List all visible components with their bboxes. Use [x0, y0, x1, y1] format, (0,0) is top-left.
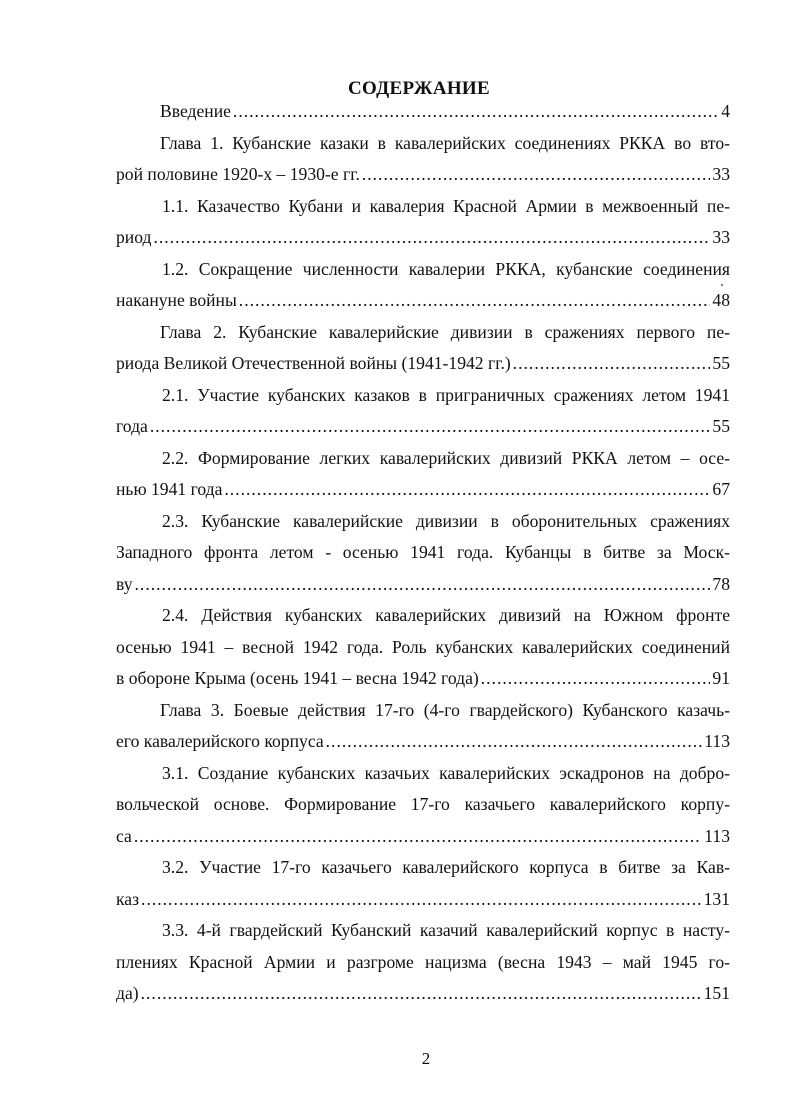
toc-entry-text: риода Великой Отечественной войны (1941-1942 гг.): [116, 353, 511, 373]
toc-page-number: 78: [712, 573, 730, 594]
toc-line: осенью 1941 – весной 1942 года. Роль кубанских кавалерийских соединений: [116, 636, 730, 657]
toc-line: Глава 1. Кубанские казаки в кавалерийских соединениях РККА во вто-: [160, 132, 730, 153]
dot-leader: [513, 348, 711, 380]
toc-line-last: [116, 411, 730, 443]
toc-entry-text: рой половине 1920-х – 1930-е гг.: [116, 164, 360, 184]
toc-entry[interactable]: [116, 600, 730, 695]
dot-leader: [362, 159, 711, 191]
toc-entry-text: каз: [116, 888, 140, 909]
toc-line-last: [116, 726, 730, 758]
dot-leader: [239, 285, 711, 317]
toc-line-last: [116, 222, 730, 254]
toc-page-number: 55: [712, 416, 730, 436]
dot-leader: [141, 978, 702, 1010]
toc-entry[interactable]: [116, 915, 730, 1010]
dot-leader: [233, 96, 719, 128]
dot-leader: [134, 821, 702, 853]
toc-entry[interactable]: [116, 443, 730, 506]
toc-line: плениях Красной Армии и разгроме нацизма (весна 1943 – май 1945 го-: [116, 951, 730, 972]
toc-page-number: 67: [712, 479, 730, 499]
toc-page-number: 91: [712, 668, 730, 688]
toc-line: Западного фронта летом - осенью 1941 года. Кубанцы в битве за Моск-: [116, 542, 730, 562]
toc-line: 2.4. Действия кубанских кавалерийских дивизий на Южном фронте: [162, 605, 730, 625]
toc-line: 2.2. Формирование легких кавалерийских дивизий РККА летом – осе-: [162, 447, 730, 468]
toc-entry[interactable]: [116, 506, 730, 601]
toc-entry-text: Введение: [160, 101, 231, 121]
toc-entry-text: накануне войны: [116, 290, 237, 310]
toc-entry-text: в обороне Крыма (осень 1941 – весна 1942 года): [116, 668, 479, 688]
toc-entry-text: риод: [116, 227, 152, 247]
toc-line: 1.2. Сокращение численности кавалерии РККА, кубанские соединения: [162, 258, 730, 279]
toc-line-last: [116, 348, 730, 380]
dot-leader: [153, 222, 710, 254]
toc-line: Глава 2. Кубанские кавалерийские дивизии в сражениях первого пе-: [160, 321, 730, 342]
toc-page-number: 33: [712, 164, 730, 184]
toc-line-last: [116, 159, 730, 191]
toc-entry[interactable]: [116, 317, 730, 380]
table-of-contents: [116, 96, 730, 1010]
toc-entry[interactable]: [116, 96, 730, 128]
toc-entry-text: да): [116, 983, 139, 1003]
toc-entry-text: нью 1941 года: [116, 479, 223, 499]
toc-line: 2.1. Участие кубанских казаков в приграничных сражениях летом 1941: [162, 384, 730, 405]
toc-line-last: [116, 285, 730, 317]
toc-line: 3.3. 4-й гвардейский Кубанский казачий кавалерийский корпус в насту-: [162, 920, 730, 940]
toc-line: 1.1. Казачество Кубани и кавалерия Красной Армии в межвоенный пе-: [162, 195, 730, 216]
toc-entry-text: года: [116, 416, 148, 436]
toc-line-last: [116, 978, 730, 1010]
toc-line: Глава 3. Боевые действия 17-го (4-го гвардейского) Кубанского казачь-: [160, 699, 730, 720]
dot-leader: [326, 726, 703, 758]
toc-entry-text: его кавалерийского корпуса: [116, 731, 324, 751]
dot-leader: [141, 884, 702, 916]
toc-page-number: 48: [712, 290, 730, 310]
toc-page-number: 55: [712, 353, 730, 373]
toc-line: 2.3. Кубанские кавалерийские дивизии в оборонительных сражениях: [162, 510, 730, 531]
toc-line-last: [116, 569, 730, 601]
toc-line-last: [116, 884, 730, 916]
toc-entry[interactable]: [116, 254, 730, 317]
toc-page-number: 33: [712, 227, 730, 247]
toc-page-number: 113: [704, 825, 730, 846]
toc-entry[interactable]: [116, 758, 730, 853]
toc-entry[interactable]: [116, 695, 730, 758]
toc-entry[interactable]: [116, 128, 730, 191]
toc-entry[interactable]: [116, 852, 730, 915]
toc-entry[interactable]: [116, 380, 730, 443]
toc-line-last: [116, 821, 730, 853]
toc-entry-text: са: [116, 825, 132, 846]
toc-page-number: 131: [703, 888, 730, 909]
page-number: 2: [421, 1049, 431, 1068]
toc-entry[interactable]: [116, 191, 730, 254]
toc-line-last: [116, 96, 730, 128]
dot-leader: [135, 569, 711, 601]
toc-page-number: 151: [703, 983, 730, 1003]
toc-line: 3.2. Участие 17-го казачьего кавалерийского корпуса в битве за Кав-: [162, 857, 730, 877]
toc-line-last: [116, 474, 730, 506]
page-title: СОДЕРЖАНИЕ: [348, 78, 490, 99]
toc-entry-text: ву: [116, 573, 133, 594]
toc-line: вольческой основе. Формирование 17-го казачьего кавалерийского корпу-: [116, 794, 730, 814]
toc-page-number: 113: [704, 731, 730, 751]
scan-speck: [721, 284, 723, 286]
dot-leader: [150, 411, 711, 443]
dot-leader: [224, 474, 710, 506]
toc-line: 3.1. Создание кубанских казачьих кавалерийских эскадронов на добро-: [162, 762, 730, 783]
dot-leader: [481, 663, 711, 695]
toc-line-last: [116, 663, 730, 695]
toc-page-number: 4: [721, 101, 730, 121]
